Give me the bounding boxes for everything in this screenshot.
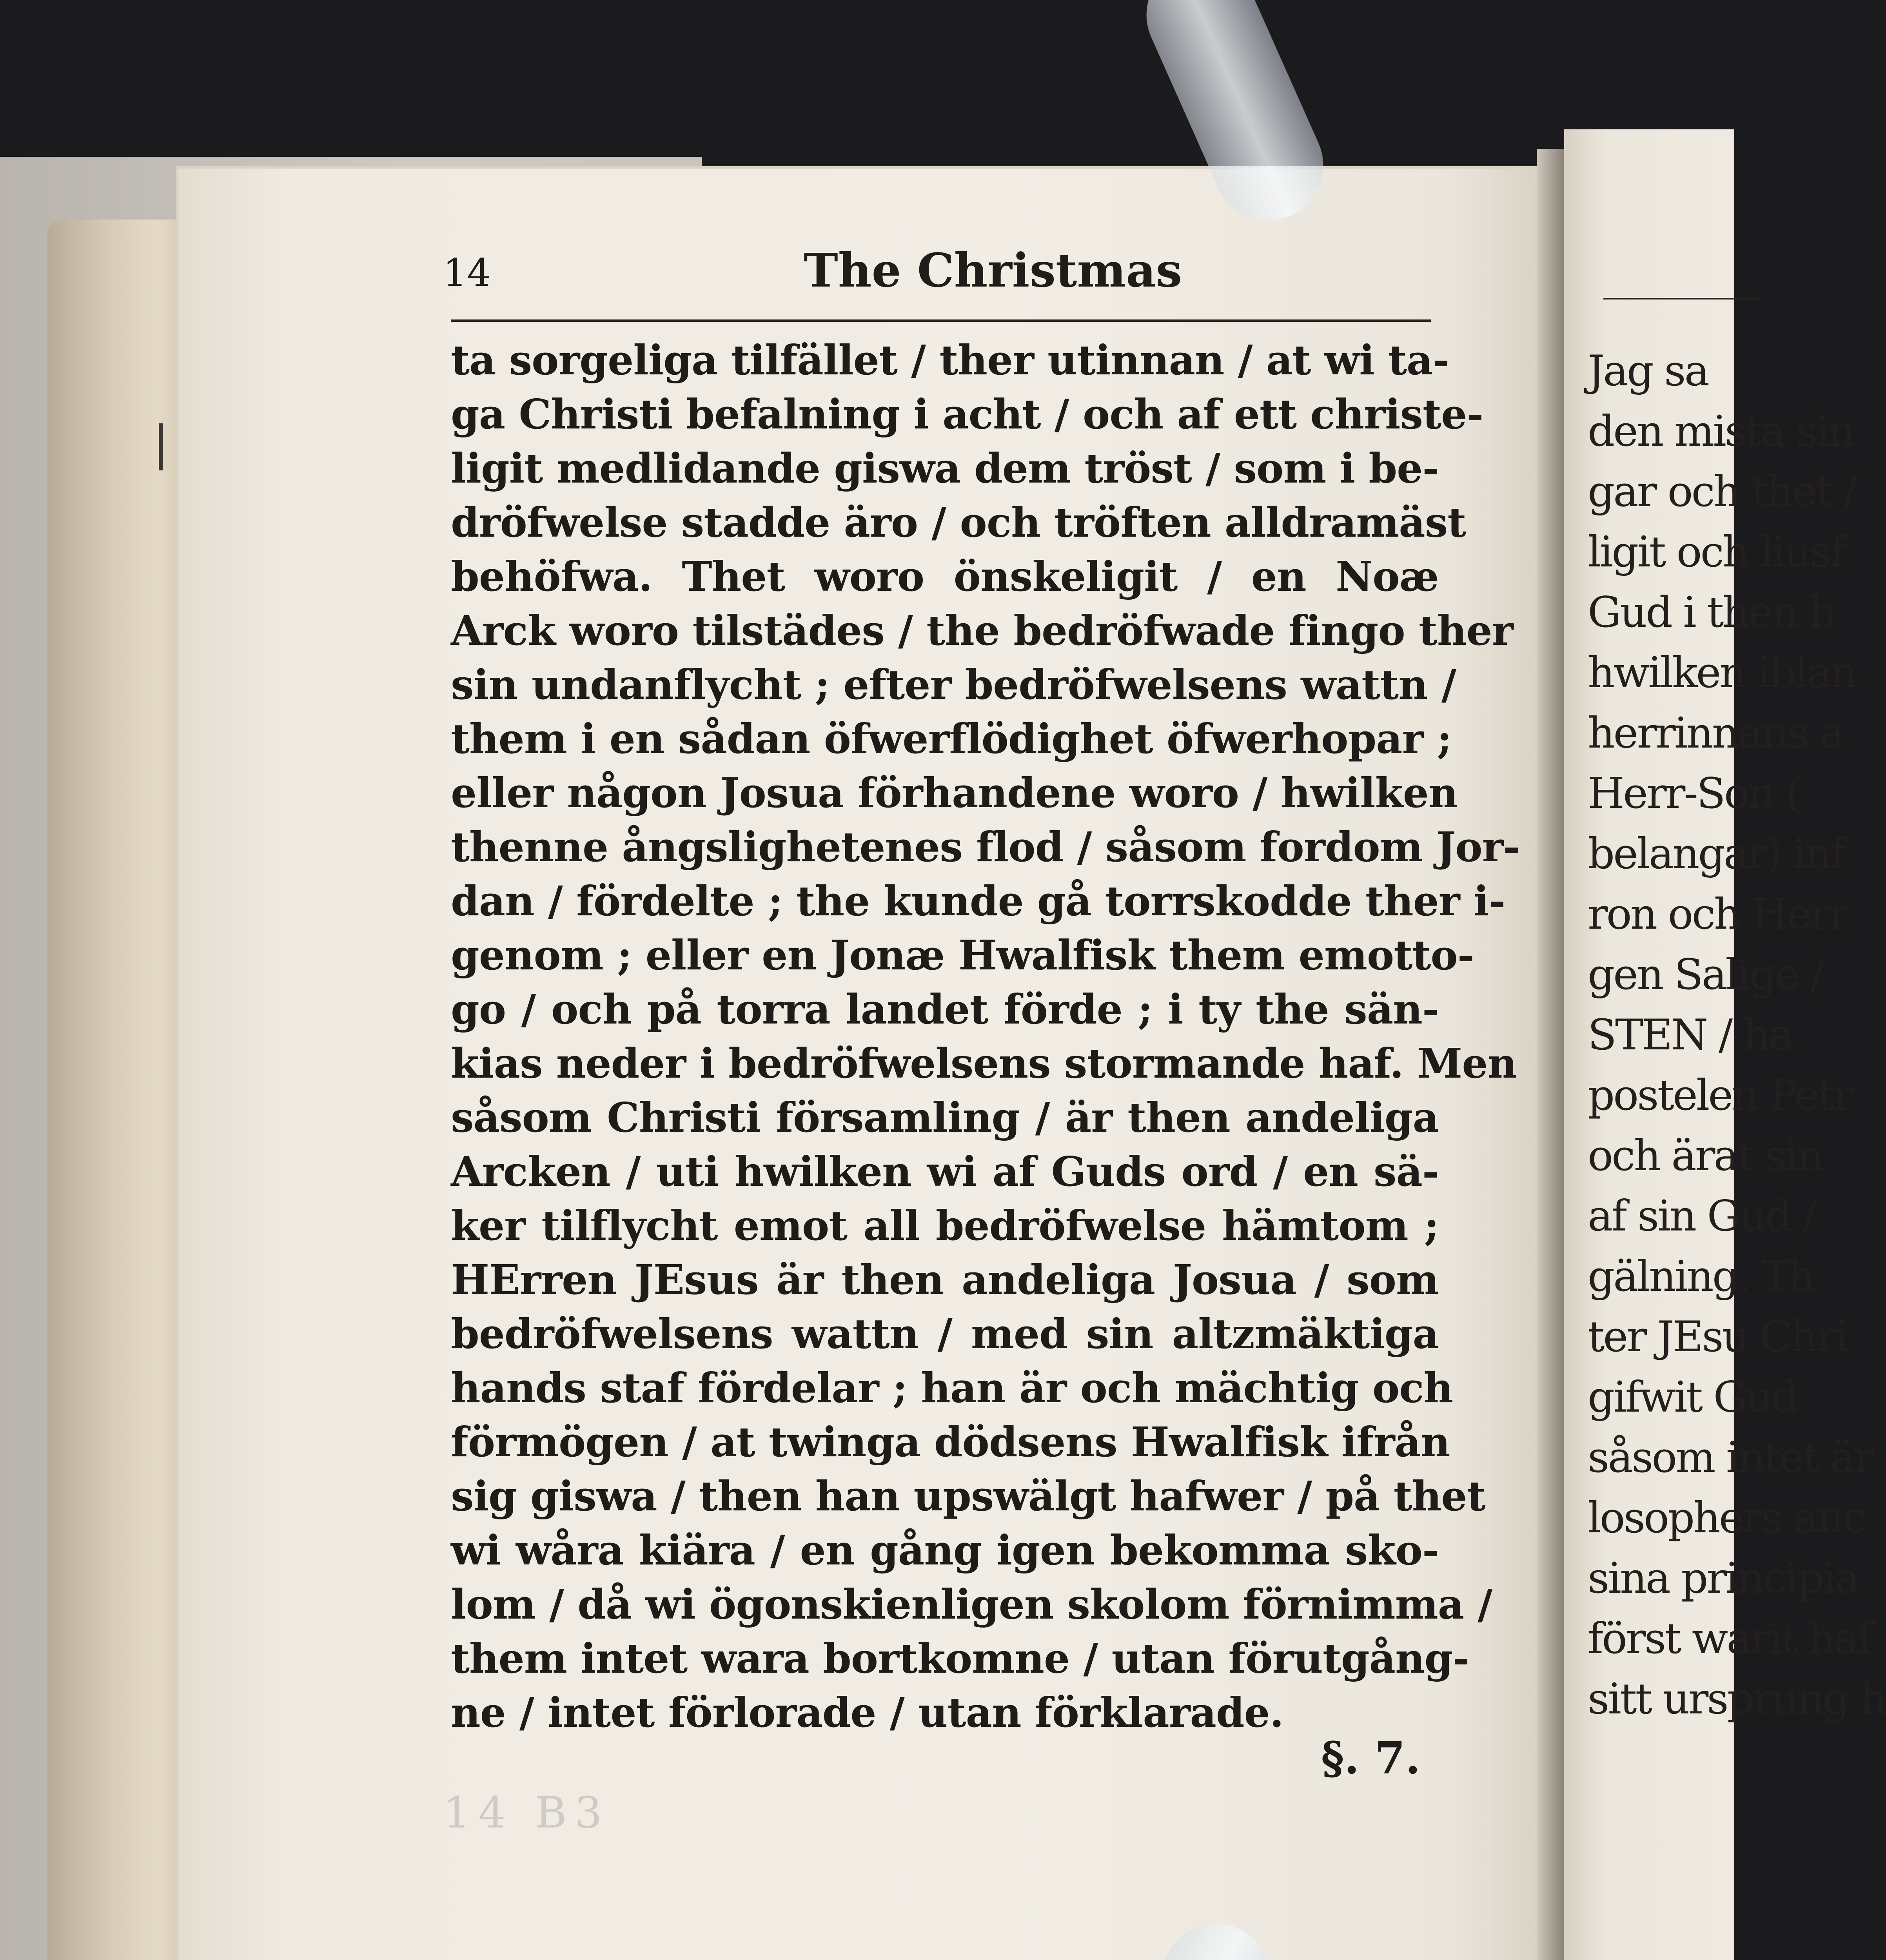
text-line: lom / då wi ögonskienligen skolom förnimma / bbox=[451, 1580, 1492, 1628]
text-line: behöfwa. Thet woro önskeligit / en Noæ bbox=[451, 552, 1439, 601]
facing-line: belangar) inf bbox=[1588, 829, 1845, 878]
facing-line: herrinnans a bbox=[1588, 709, 1843, 758]
facing-line: sina principia bbox=[1588, 1554, 1859, 1603]
facing-line: hwilken iblan bbox=[1588, 648, 1856, 697]
text-line: Arck woro tilstädes / the bedröfwade fingo ther bbox=[451, 606, 1513, 655]
catchword: §. 7. bbox=[1321, 1733, 1421, 1784]
text-line: ta sorgeliga tilfället / ther utinnan / at wi ta- bbox=[451, 336, 1449, 384]
facing-line: Herr-Son ( bbox=[1588, 769, 1801, 818]
facing-line: sitt ursprung h bbox=[1588, 1675, 1886, 1724]
text-line: kias neder i bedröfwelsens stormande haf. Men bbox=[451, 1039, 1517, 1087]
page-header bbox=[443, 243, 1447, 314]
facing-line: gifwit Gud bbox=[1588, 1373, 1797, 1422]
facing-line: gälning. Th bbox=[1588, 1252, 1814, 1301]
body-text bbox=[451, 333, 1520, 1740]
text-line: genom ; eller en Jonæ Hwalfisk them emotto- bbox=[451, 931, 1474, 979]
facing-line: STEN / ha bbox=[1588, 1011, 1793, 1060]
facing-page bbox=[1564, 129, 1886, 1960]
text-line: förmögen / at twinga dödsens Hwalfisk ifrån bbox=[451, 1418, 1450, 1466]
text-line: ne / intet förlorade / utan förklarade. bbox=[451, 1688, 1283, 1737]
page-number: 14 bbox=[443, 251, 491, 295]
facing-page-rule bbox=[1603, 298, 1760, 299]
facing-line: och ärat sin bbox=[1588, 1131, 1823, 1180]
text-line: sin undanflycht ; efter bedröfwelsens wattn / bbox=[451, 661, 1456, 709]
text-line: sig giswa / then han upswälgt hafwer / på thet bbox=[451, 1472, 1485, 1520]
text-line: hands staf fördelar ; han är och mächtig och bbox=[451, 1364, 1453, 1412]
text-line: HErren JEsus är then andeliga Josua / som bbox=[451, 1256, 1439, 1304]
running-head: The Christmas bbox=[804, 243, 1182, 298]
facing-line: Jag sa bbox=[1588, 347, 1708, 396]
header-rule bbox=[451, 319, 1431, 322]
text-line: eller någon Josua förhandene woro / hwilken bbox=[451, 769, 1458, 817]
facing-line: ligit och liusf bbox=[1588, 528, 1844, 577]
facing-line: först warit haf bbox=[1588, 1614, 1872, 1663]
text-line: wi wåra kiära / en gång igen bekomma sko- bbox=[451, 1526, 1439, 1574]
text-line: såsom Christi församling / är then andeliga bbox=[451, 1093, 1439, 1142]
facing-line: gen Salige / bbox=[1588, 950, 1823, 999]
text-line: thenne ångslighetenes flod / såsom fordom Jor- bbox=[451, 823, 1520, 871]
facing-line: ron och Herr bbox=[1588, 890, 1848, 939]
text-line: dröfwelse stadde äro / och tröften alldramäst bbox=[451, 498, 1466, 546]
facing-line: losophers anc bbox=[1588, 1494, 1865, 1543]
facing-line: ter JEsu Chri bbox=[1588, 1312, 1847, 1361]
text-line: go / och på torra landet förde ; i ty the sän- bbox=[451, 985, 1439, 1033]
facing-line: den mista sin bbox=[1588, 407, 1854, 456]
facing-line: af sin Gud / bbox=[1588, 1192, 1815, 1241]
facing-line: Gud i then h bbox=[1588, 588, 1835, 637]
text-line: dan / fördelte ; the kunde gå torrskodde ther i- bbox=[451, 877, 1505, 925]
text-line: them i en sådan öfwerflödighet öfwerhopar ; bbox=[451, 715, 1452, 763]
text-line: ligit medlidande giswa dem tröst / som i be- bbox=[451, 444, 1439, 492]
text-line: ker tilflycht emot all bedröfwelse hämtom ; bbox=[451, 1201, 1439, 1250]
text-line: bedröfwelsens wattn / med sin altzmäktiga bbox=[451, 1310, 1439, 1358]
text-line: them intet wara bortkomne / utan förutgång- bbox=[451, 1634, 1469, 1682]
facing-line: såsom intet är bbox=[1588, 1433, 1873, 1482]
text-line: ga Christi befalning i acht / och af ett christe- bbox=[451, 390, 1483, 438]
bleed-through-text: 14 B3 bbox=[443, 1788, 610, 1838]
facing-page-text bbox=[1588, 341, 1886, 1730]
margin-mark bbox=[159, 423, 163, 470]
facing-line: gar och thet / bbox=[1588, 467, 1856, 516]
text-line: Arcken / uti hwilken wi af Guds ord / en sä- bbox=[451, 1147, 1439, 1196]
facing-line: postelen Petr bbox=[1588, 1071, 1852, 1120]
